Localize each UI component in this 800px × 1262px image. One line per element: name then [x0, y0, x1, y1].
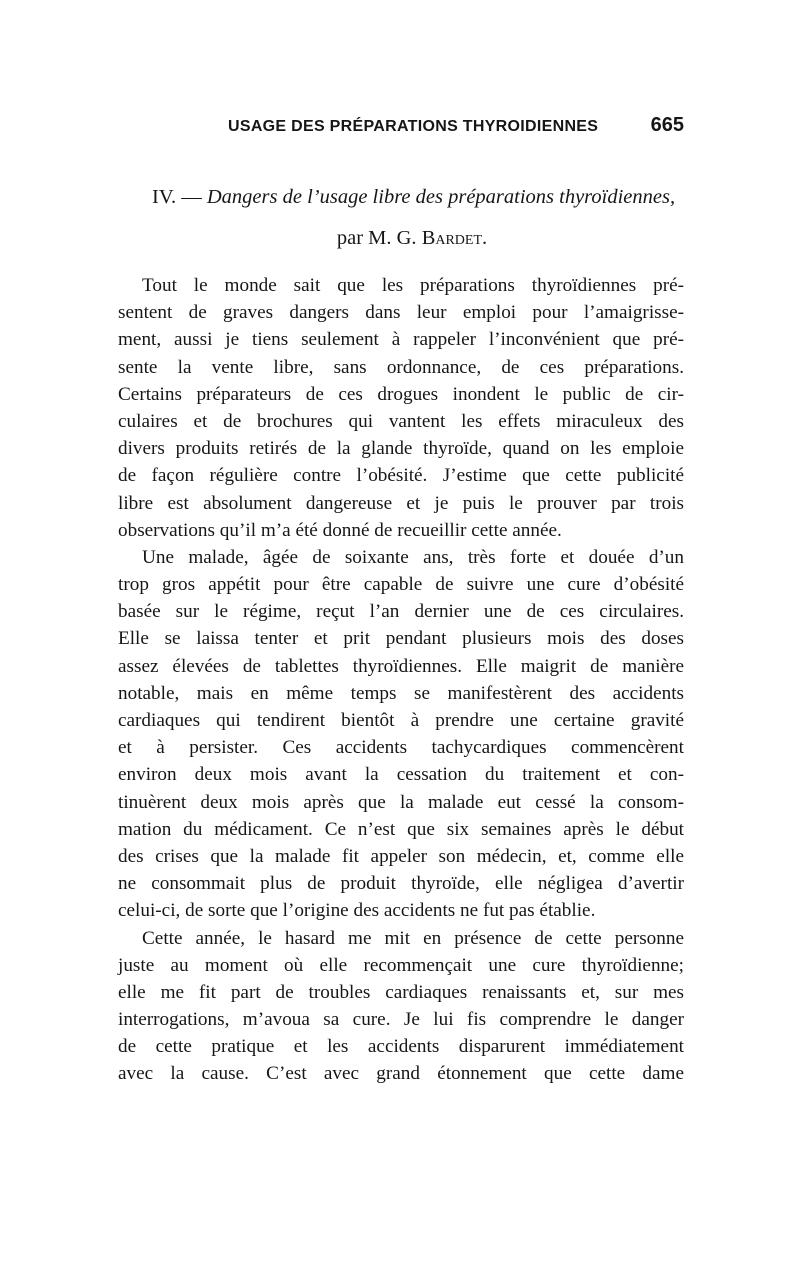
body-line: juste au moment où elle recommençait une cure thyroïdienne; — [118, 954, 684, 976]
body-line: Cette année, le hasard me mit en présence de cette personne — [142, 927, 684, 949]
article-title: Dangers de l’usage libre des préparations thyroïdiennes, — [206, 186, 676, 208]
running-title: USAGE DES PRÉPARATIONS THYROIDIENNES — [228, 118, 599, 135]
body-line: interrogations, m’avoua sa cure. Je lui fis comprendre le danger — [118, 1009, 684, 1031]
body-line: libre est absolument dangereuse et je puis le prouver par trois — [118, 492, 684, 514]
body-line: mation du médicament. Ce n’est que six semaines après le début — [118, 818, 684, 840]
body-line: et à persister. Ces accidents tachycardiques commencèrent — [118, 737, 684, 759]
body-line: de cette pratique et les accidents disparurent immédiatement — [118, 1036, 684, 1058]
byline-prefix: par M. G. — [336, 227, 422, 249]
body-line: Certains préparateurs de ces drogues inondent le public de cir- — [118, 383, 684, 405]
body-line: Elle se laissa tenter et prit pendant plusieurs mois des doses — [118, 628, 684, 650]
body-line: cardiaques qui tendirent bientôt à prendre une certaine gravité — [118, 710, 684, 731]
byline-author: Bardet. — [421, 227, 488, 249]
page-number: 665 — [650, 114, 684, 136]
body-line: divers produits retirés de la glande thyroïde, quand on les emploie — [118, 438, 684, 460]
body-line: assez élevées de tablettes thyroïdiennes. Elle maigrit de manière — [118, 655, 684, 677]
body-line: sentent de graves dangers dans leur emploi pour l’amaigrisse- — [118, 302, 684, 324]
section-numeral: IV. — — [152, 186, 207, 208]
body-line: notable, mais en même temps se manifestèrent des accidents — [118, 682, 684, 704]
body-line: observations qu’il m’a été donné de recueillir cette année. — [118, 519, 562, 541]
body-text — [118, 272, 684, 1088]
body-line: environ deux mois avant la cessation du traitement et con- — [118, 764, 684, 786]
body-line: Une malade, âgée de soixante ans, très forte et douée d’un — [142, 546, 684, 568]
body-line: culaires et de brochures qui vantent les effets miraculeux des — [118, 410, 684, 432]
body-line: tinuèrent deux mois après que la malade eut cessé la consom- — [118, 791, 684, 813]
body-line: sente la vente libre, sans ordonnance, de ces préparations. — [118, 356, 684, 378]
body-line: avec la cause. C’est avec grand étonnement que cette dame — [118, 1063, 684, 1085]
body-line: Tout le monde sait que les préparations thyroïdiennes pré- — [142, 275, 684, 296]
article-heading — [152, 186, 692, 209]
running-head — [118, 114, 684, 144]
body-line: trop gros appétit pour être capable de suivre une cure d’obésité — [118, 574, 684, 596]
body-line: de façon régulière contre l’obésité. J’estime que cette publicité — [118, 465, 684, 487]
body-line: elle me fit part de troubles cardiaques renaissants et, sur mes — [118, 981, 684, 1003]
byline — [0, 227, 800, 250]
body-line: des crises que la malade fit appeler son médecin, et, comme elle — [118, 845, 684, 867]
body-line: ment, aussi je tiens seulement à rappeler l’inconvénient que pré- — [118, 329, 684, 351]
body-line: celui-ci, de sorte que l’origine des accidents ne fut pas établie. — [118, 900, 596, 922]
body-line: basée sur le régime, reçut l’an dernier une de ces circulaires. — [118, 601, 684, 623]
body-line: ne consommait plus de produit thyroïde, elle négligea d’avertir — [118, 873, 684, 895]
